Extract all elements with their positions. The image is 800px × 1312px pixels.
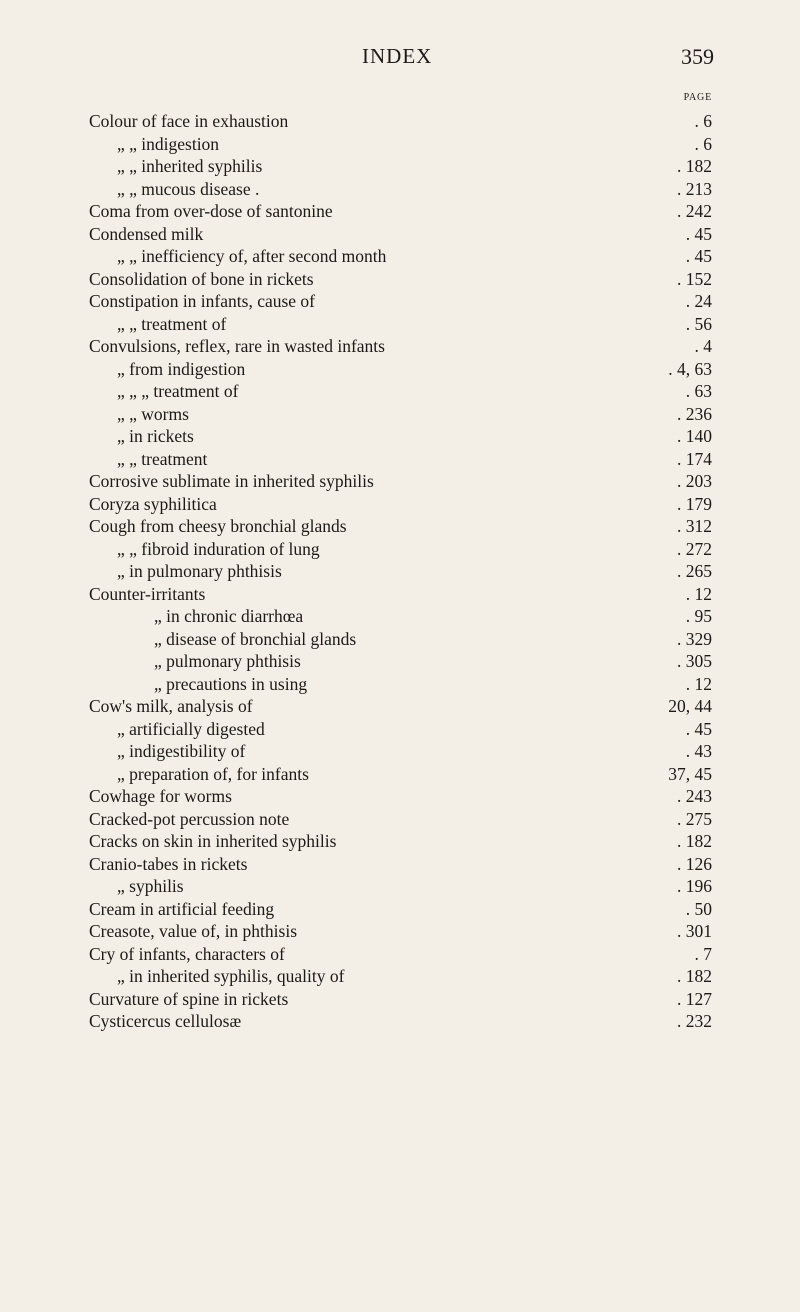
index-entry-text: „ „ mucous disease . <box>117 178 260 199</box>
index-entry-text: „ from indigestion <box>117 358 246 379</box>
index-entry-text: „ syphilis <box>117 876 184 896</box>
index-entry-creasote <box>0 920 800 943</box>
index-entry-page: . 312 <box>677 516 712 536</box>
index-entry-page: . 182 <box>677 156 712 176</box>
index-entry-cranio-tabes-syphilis <box>0 875 800 898</box>
index-entry-page: . 152 <box>677 268 712 289</box>
index-entry-page: . 301 <box>677 921 712 941</box>
index-entry-page: . 4, 63 <box>668 358 712 379</box>
index-entry-page: . 12 <box>685 673 712 694</box>
index-entry-colour-of-face-indigestion <box>0 133 800 156</box>
index-entry-text: „ „ treatment <box>117 448 208 469</box>
index-entry-text: Cysticercus cellulosæ <box>89 1011 242 1031</box>
index-entry-counter-irritants-diarrhoea <box>0 605 800 628</box>
index-entry-curvature-of-spine <box>0 988 800 1011</box>
index-entry-text: Cough from cheesy bronchial glands <box>89 516 347 536</box>
page-title: INDEX <box>362 44 433 68</box>
index-entry-cows-milk-preparation <box>0 763 800 786</box>
index-entry-cough-pulmonary-phthisis <box>0 560 800 583</box>
index-entry-page: . 56 <box>685 313 712 334</box>
index-entry-page: . 243 <box>677 786 712 806</box>
page-column-label: PAGE <box>683 92 712 103</box>
index-entry-page: . 329 <box>677 628 712 649</box>
index-entry-colour-of-face-exhaustion <box>0 110 800 133</box>
index-entry-cream-artificial-feeding <box>0 898 800 921</box>
index-entry-text: „ „ fibroid induration of lung <box>117 538 320 559</box>
index-entry-text: Cow's milk, analysis of <box>89 696 253 716</box>
index-entry-text: Cracks on skin in inherited syphilis <box>89 831 337 851</box>
index-entry-text: „ „ inefficiency of, after second month <box>117 246 387 266</box>
index-entry-text: Coryza syphilitica <box>89 493 217 514</box>
index-entry-text: Constipation in infants, cause of <box>89 291 316 311</box>
index-entry-counter-irritants-precautions <box>0 673 800 696</box>
index-entry-cough-fibroid-induration <box>0 538 800 561</box>
index-entry-page: . 182 <box>677 831 712 851</box>
index-entry-text: „ „ inherited syphilis <box>117 156 263 176</box>
index-entry-page: . 50 <box>685 898 712 919</box>
index-entry-cows-milk-indigestibility <box>0 740 800 763</box>
index-entry-text: „ precautions in using <box>154 673 308 694</box>
index-entry-constipation-cause <box>0 290 800 313</box>
index-entry-page: . 272 <box>677 538 712 559</box>
index-entry-text: Counter-irritants <box>89 583 206 604</box>
page-number: 359 <box>681 44 714 69</box>
index-entry-convulsions-worms <box>0 403 800 426</box>
index-entry-text: „ „ indigestion <box>117 133 220 154</box>
index-entry-page: . 45 <box>685 223 712 244</box>
index-entry-text: Coma from over-dose of santonine <box>89 201 333 221</box>
index-entry-constipation-treatment <box>0 313 800 336</box>
index-entry-page: . 179 <box>677 493 712 514</box>
index-entry-cysticercus <box>0 1010 800 1033</box>
index-entry-page: 37, 45 <box>668 763 712 784</box>
index-entry-counter-irritants <box>0 583 800 606</box>
index-entry-cowhage <box>0 785 800 808</box>
index-entry-page: . 6 <box>694 133 712 154</box>
running-head <box>0 44 800 74</box>
index-entry-text: „ „ „ treatment of <box>117 381 239 401</box>
index-entry-text: „ in inherited syphilis, quality of <box>117 966 345 986</box>
index-entry-page: . 45 <box>685 246 712 266</box>
index-entry-page: . 265 <box>677 561 712 581</box>
index-entry-text: Corrosive sublimate in inherited syphilis <box>89 471 374 491</box>
index-entry-cry-inherited-syphilis <box>0 965 800 988</box>
index-entry-page: . 140 <box>677 426 712 446</box>
index-entry-page: . 196 <box>677 876 712 896</box>
index-entry-colour-of-face-inherited-syphilis <box>0 155 800 178</box>
index-entry-counter-irritants-pulmonary-phthisis <box>0 650 800 673</box>
index-entry-cracks-on-skin <box>0 830 800 853</box>
index-entry-text: „ in chronic diarrhœa <box>154 606 304 626</box>
index-entry-text: Cranio-tabes in rickets <box>89 853 248 874</box>
index-entry-page: . 203 <box>677 471 712 491</box>
index-entry-cracked-pot-note <box>0 808 800 831</box>
index-entry-page: . 12 <box>685 583 712 604</box>
index-entry-text: Cream in artificial feeding <box>89 898 275 919</box>
index-entry-page: . 63 <box>685 381 712 401</box>
index-entry-text: „ „ worms <box>117 403 189 424</box>
index-entry-condensed-milk-inefficiency <box>0 245 800 268</box>
index-entry-page: . 127 <box>677 988 712 1009</box>
index-entry-cows-milk-analysis <box>0 695 800 718</box>
index-entry-text: „ disease of bronchial glands <box>154 628 357 649</box>
index-entry-condensed-milk <box>0 223 800 246</box>
index-entry-convulsions-rickets <box>0 425 800 448</box>
index-entry-page: . 182 <box>677 966 712 986</box>
index-entry-cows-milk-digested <box>0 718 800 741</box>
index-entry-page: . 7 <box>694 943 712 964</box>
index-entry-text: Curvature of spine in rickets <box>89 988 289 1009</box>
index-entry-page: . 6 <box>694 111 712 131</box>
index-entry-page: . 232 <box>677 1011 712 1031</box>
index-entry-text: Condensed milk <box>89 223 204 244</box>
index-entry-page: . 43 <box>685 741 712 761</box>
index-entry-page: . 174 <box>677 448 712 469</box>
index-entry-page: . 236 <box>677 403 712 424</box>
index-entry-text: Convulsions, reflex, rare in wasted infants <box>89 336 385 356</box>
index-entry-page: . 242 <box>677 201 712 221</box>
index-entry-text: Colour of face in exhaustion <box>89 111 289 131</box>
index-entry-text: „ „ treatment of <box>117 313 227 334</box>
index-entries <box>0 110 800 1033</box>
index-entry-page: . 275 <box>677 808 712 829</box>
index-entry-page: . 126 <box>677 853 712 874</box>
index-entry-page: . 45 <box>685 718 712 739</box>
index-entry-text: Consolidation of bone in rickets <box>89 268 314 289</box>
index-entry-cranio-tabes-rickets <box>0 853 800 876</box>
index-entry-page: 20, 44 <box>668 696 712 716</box>
index-entry-convulsions-reflex <box>0 335 800 358</box>
index-entry-text: „ indigestibility of <box>117 741 246 761</box>
index-entry-consolidation-of-bone <box>0 268 800 291</box>
index-entry-text: „ artificially digested <box>117 718 265 739</box>
index-entry-text: „ pulmonary phthisis <box>154 651 301 671</box>
index-entry-text: Cracked-pot percussion note <box>89 808 290 829</box>
index-entry-counter-irritants-bronchial-glands <box>0 628 800 651</box>
index-entry-colour-of-face-mucous-disease <box>0 178 800 201</box>
index-entry-text: „ preparation of, for infants <box>117 763 309 784</box>
index-entry-coryza-syphilitica <box>0 493 800 516</box>
index-entry-page: . 4 <box>694 336 712 356</box>
index-entry-cough-bronchial-glands <box>0 515 800 538</box>
index-entry-page: . 305 <box>677 651 712 671</box>
index-entry-convulsions-indigestion-treatment <box>0 380 800 403</box>
index-entry-text: Cowhage for worms <box>89 786 232 806</box>
index-entry-text: Cry of infants, characters of <box>89 943 285 964</box>
index-entry-coma <box>0 200 800 223</box>
index-entry-text: „ in pulmonary phthisis <box>117 561 282 581</box>
index-entry-page: . 213 <box>677 178 712 199</box>
index-entry-convulsions-indigestion <box>0 358 800 381</box>
index-entry-convulsions-rickets-treatment <box>0 448 800 471</box>
index-entry-page: . 24 <box>685 291 712 311</box>
index-entry-cry-of-infants <box>0 943 800 966</box>
index-entry-page: . 95 <box>685 606 712 626</box>
index-entry-text: „ in rickets <box>117 426 194 446</box>
index-entry-corrosive-sublimate <box>0 470 800 493</box>
index-entry-text: Creasote, value of, in phthisis <box>89 921 298 941</box>
